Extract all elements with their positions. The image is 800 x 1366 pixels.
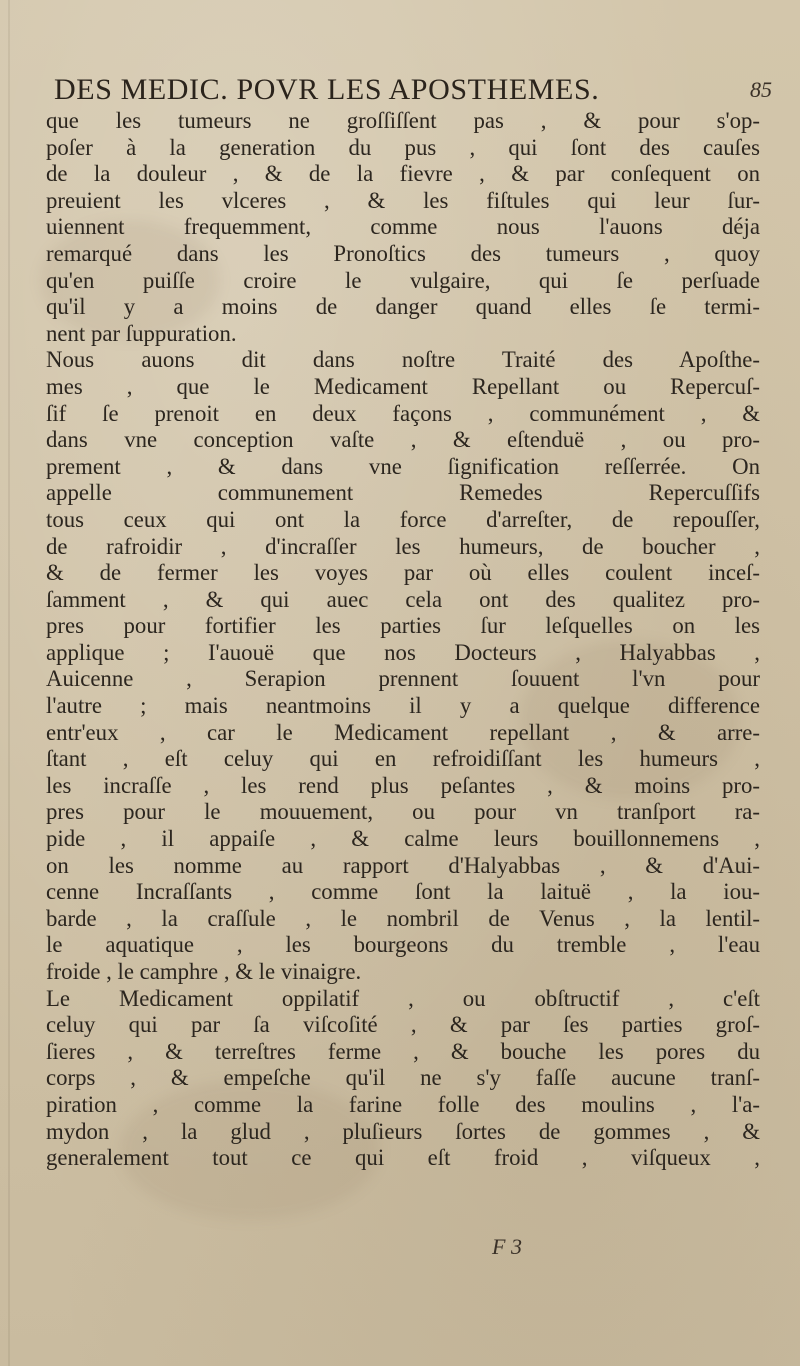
text-line: celuy qui par ſa viſcoſité , & par ſes parties groſ- — [46, 1012, 760, 1038]
text-line: remarqué dans les Pronoſtics des tumeurs , quoy — [46, 240, 760, 266]
text-line: poſer à la generation du pus , qui ſont des cauſes — [46, 134, 760, 160]
text-line: on les nomme au rapport d'Halyabbas , & d'Aui- — [46, 852, 760, 878]
text-line: dans vne conception vaſte , & eſtenduë , ou pro- — [46, 427, 760, 453]
text-line: tous ceux qui ont la force d'arreſter, de repouſſer, — [46, 506, 760, 532]
text-line: cenne Incraſſants , comme ſont la laituë , la iou- — [46, 879, 760, 905]
text-line: ſieres , & terreſtres ferme , & bouche les pores du — [46, 1038, 760, 1064]
text-line: piration , comme la farine folle des moulins , l'a- — [46, 1091, 760, 1117]
text-line: preuient les vlceres , & les fiſtules qui leur ſur- — [46, 187, 760, 213]
page-header — [54, 72, 772, 108]
text-line: les incraſſe , les rend plus peſantes , & moins pro- — [46, 772, 760, 798]
text-line: l'autre ; mais neantmoins il y a quelque difference — [46, 693, 760, 719]
text-line: nent par ſuppuration. — [46, 320, 237, 346]
text-line: pide , il appaiſe , & calme leurs bouillonnemens , — [46, 826, 760, 852]
text-line: corps , & empeſche qu'il ne s'y faſſe aucune tranſ- — [46, 1065, 760, 1091]
text-line: ſif ſe prenoit en deux façons , communément , & — [46, 400, 760, 426]
page-edge-shadow — [8, 0, 10, 1366]
text-line: le aquatique , les bourgeons du tremble , l'eau — [46, 932, 760, 958]
text-line: & de fermer les voyes par où elles coulent inceſ- — [46, 560, 760, 586]
text-line: pres pour le mouuement, ou pour vn tranſport ra- — [46, 799, 760, 825]
text-line: entr'eux , car le Medicament repellant , & arre- — [46, 719, 760, 745]
running-head: DES MEDIC. POVR LES APOSTHEMES. — [54, 73, 600, 106]
signature-mark: F 3 — [492, 1234, 522, 1259]
text-line: mes , que le Medicament Repellant ou Repercuſ- — [46, 373, 760, 399]
text-line: que les tumeurs ne groſſiſſent pas , & pour s'op- — [46, 108, 760, 133]
page-number: 85 — [750, 77, 772, 102]
text-line: uiennent frequemment, comme nous l'auons déja — [46, 214, 760, 240]
text-line: de la douleur , & de la fievre , & par conſequent on — [46, 161, 760, 187]
body-text — [46, 108, 760, 1172]
text-line: Le Medicament oppilatif , ou obſtructif , c'eſt — [46, 985, 760, 1011]
text-line: froide , le camphre , & le vinaigre. — [46, 959, 362, 984]
text-line: ſtant , eſt celuy qui en refroidiſſant les humeurs , — [46, 746, 760, 772]
text-line: qu'en puiſſe croire le vulgaire, qui ſe perſuade — [46, 267, 760, 293]
text-line: qu'il y a moins de danger quand elles ſe termi- — [46, 294, 760, 320]
text-line: appelle communement Remedes Repercuſſifs — [46, 480, 760, 506]
text-line: Auicenne , Serapion prennent ſouuent l'vn pour — [46, 666, 760, 692]
text-line: de rafroidir , d'incraſſer les humeurs, de boucher , — [46, 533, 760, 559]
text-line: mydon , la glud , pluſieurs ſortes de gommes , & — [46, 1118, 760, 1144]
text-line: applique ; I'auouë que nos Docteurs , Halyabbas , — [46, 639, 760, 665]
text-line: barde , la craſſule , le nombril de Venus , la lentil- — [46, 905, 760, 931]
text-line: pres pour fortifier les parties ſur leſquelles on les — [46, 613, 760, 639]
text-line: prement , & dans vne ſignification reſſerrée. On — [46, 453, 760, 479]
text-line: Nous auons dit dans noſtre Traité des Apoſthe- — [46, 347, 760, 373]
text-line: ſamment , & qui auec cela ont des qualitez pro- — [46, 586, 760, 612]
text-line: generalement tout ce qui eſt froid , viſqueux , — [46, 1145, 760, 1171]
